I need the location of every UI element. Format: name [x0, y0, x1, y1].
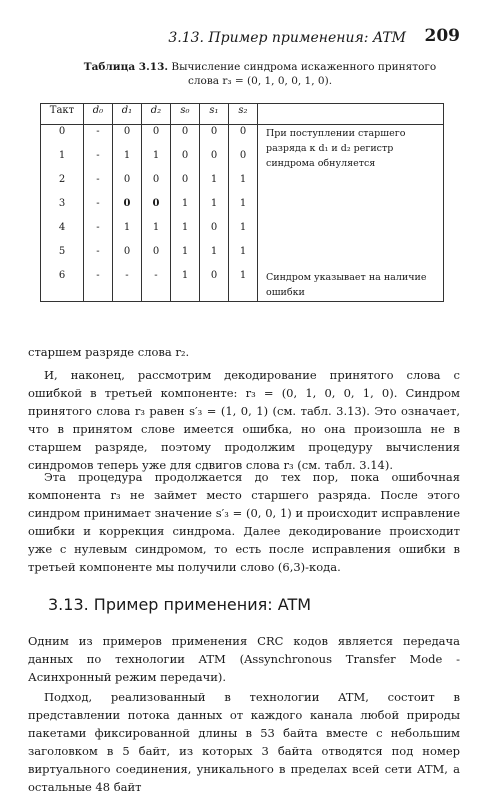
- cell-s2: 1: [229, 269, 258, 302]
- cell-note: Синдром указывает на наличие ошибки: [258, 269, 444, 302]
- cell-takt: 4: [41, 221, 84, 245]
- col-header-s2: s₂: [229, 104, 258, 125]
- cell-d0: -: [84, 269, 113, 302]
- cell-d0: -: [84, 149, 113, 173]
- table-caption-label: Таблица 3.13.: [83, 61, 169, 73]
- cell-takt: 2: [41, 173, 84, 197]
- cell-d0: -: [84, 245, 113, 269]
- cell-d0: -: [84, 173, 113, 197]
- paragraph: Подход, реализованный в технологии ATM, состоит в представлении потока данных от каждого канала любой природы пакетами фиксированной длины в 53 байта вместе с небольшим заголовком в 5 байт, из которых 3 байта отводятся под номер виртуального соединения, уникального в пределах всей сети ATM, а остальные 48 байт: [28, 690, 460, 794]
- cell-d0: -: [84, 221, 113, 245]
- cell-s1: 1: [200, 173, 229, 197]
- cell-s2: 1: [229, 173, 258, 197]
- paragraph: Одним из примеров применения CRC кодов является передача данных по технологии ATM (Assynchronous Transfer Mode - Асинхронный режим передачи).: [28, 634, 460, 684]
- table-row: [41, 269, 444, 302]
- col-header-d0: d₀: [84, 104, 113, 125]
- cell-d0: -: [84, 197, 113, 221]
- col-header-s0: s₀: [171, 104, 200, 125]
- cell-d2: 1: [142, 221, 171, 245]
- cell-s1: 0: [200, 149, 229, 173]
- cell-s2: 0: [229, 125, 258, 150]
- paragraph: Эта процедура продолжается до тех пор, пока ошибочная компонента r₃ не займет место старшего разряда. После этого синдром принимает значение s′₃ = (0, 0, 1) и происходит исправление ошибки и коррекция синдрома. Далее декодирование происходит уже с нулевым синдромом, то есть после исправления ошибки в третьей компоненте мы получили слово (6,3)-кода.: [28, 470, 460, 574]
- cell-takt: 3: [41, 197, 84, 221]
- col-header-takt: Такт: [41, 104, 84, 125]
- cell-d2: -: [142, 269, 171, 302]
- table-header-row: [41, 104, 444, 125]
- table-row: [41, 125, 444, 150]
- table-caption-text: Вычисление синдрома искаженного принятого слова r₃ = (0, 1, 0, 0, 1, 0).: [171, 61, 437, 87]
- page-number: 209: [424, 26, 460, 46]
- cell-s0: 1: [171, 221, 200, 245]
- cell-d1: 0: [113, 173, 142, 197]
- col-header-d2: d₂: [142, 104, 171, 125]
- cell-d2: 0: [142, 173, 171, 197]
- cell-s1: 1: [200, 197, 229, 221]
- cell-takt: 0: [41, 125, 84, 150]
- paragraph: И, наконец, рассмотрим декодирование принятого слова с ошибкой в третьей компоненте: r₃ = (0, 1, 0, 0, 1, 0). Синдром принятого слова r₃ равен s′₃ = (1, 0, 1) (см. табл. 3.13). Это означает, что в принятом слове имеется ошибка, но она произошла не в старшем разряде, поэтому продолжим процедуру вычисления синдромов теперь уже для сдвигов слова r₃ (см. табл. 3.14).: [28, 368, 460, 472]
- cell-takt: 5: [41, 245, 84, 269]
- cell-s2: 1: [229, 245, 258, 269]
- cell-s2: 0: [229, 149, 258, 173]
- cell-d1: -: [113, 269, 142, 302]
- cell-takt: 1: [41, 149, 84, 173]
- cell-s0: 0: [171, 149, 200, 173]
- page-header: [0, 18, 492, 58]
- cell-s1: 0: [200, 221, 229, 245]
- syndrome-table: [40, 103, 444, 302]
- paragraph: старшем разряде слова r₂.: [28, 345, 190, 359]
- cell-s0: 1: [171, 269, 200, 302]
- cell-d1: 0: [113, 125, 142, 150]
- cell-s2: 1: [229, 221, 258, 245]
- running-head: 3.13. Пример применения: ATM: [168, 30, 406, 46]
- cell-s1: 0: [200, 125, 229, 150]
- cell-d1: 0: [113, 197, 142, 221]
- cell-d2: 0: [142, 245, 171, 269]
- cell-s2: 1: [229, 197, 258, 221]
- cell-takt: 6: [41, 269, 84, 302]
- cell-s0: 0: [171, 173, 200, 197]
- cell-s0: 0: [171, 125, 200, 150]
- cell-d2: 0: [142, 125, 171, 150]
- cell-s1: 0: [200, 269, 229, 302]
- cell-d1: 1: [113, 221, 142, 245]
- cell-s0: 1: [171, 245, 200, 269]
- cell-d1: 1: [113, 149, 142, 173]
- cell-d2: 0: [142, 197, 171, 221]
- cell-d0: -: [84, 125, 113, 150]
- cell-d1: 0: [113, 245, 142, 269]
- cell-note: При поступлении старшего разряда к d₁ и d₂ регистр синдрома обнуляется: [258, 125, 444, 270]
- col-header-note: [258, 104, 444, 125]
- cell-d2: 1: [142, 149, 171, 173]
- table-caption: [70, 60, 450, 88]
- col-header-d1: d₁: [113, 104, 142, 125]
- col-header-s1: s₁: [200, 104, 229, 125]
- cell-s1: 1: [200, 245, 229, 269]
- cell-s0: 1: [171, 197, 200, 221]
- section-title: 3.13. Пример применения: ATM: [48, 595, 312, 614]
